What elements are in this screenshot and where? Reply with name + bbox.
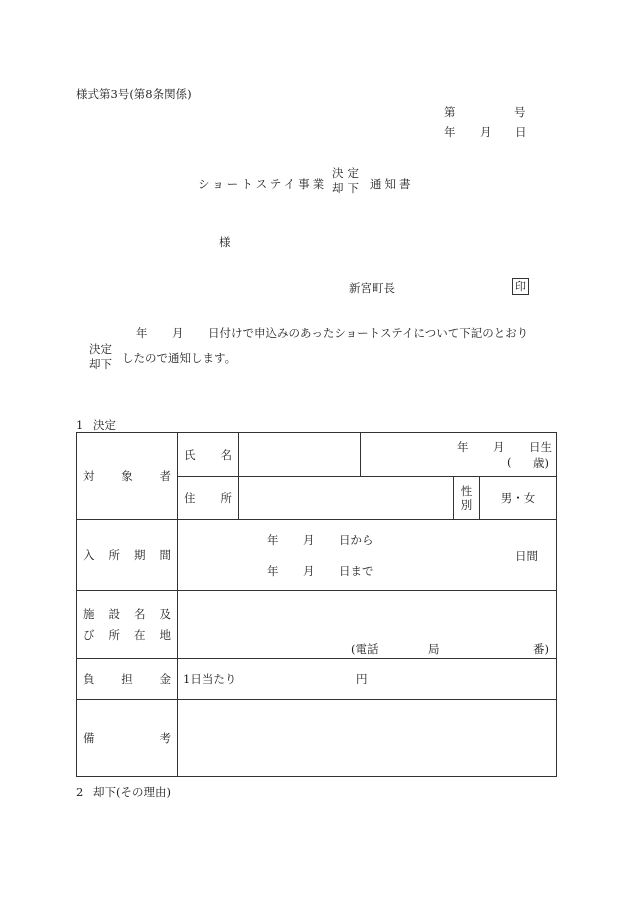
subject-label: 対 象 者 [83, 469, 171, 483]
body-option-rejection: 却下 [89, 357, 112, 371]
body-option-decision: 決定 [89, 342, 112, 356]
title-option-decision: 決定 [332, 166, 363, 180]
section1-heading: 1 決定 [76, 418, 116, 432]
period-from-month: 月 [303, 533, 315, 547]
body-year: 年 [136, 326, 148, 340]
body-text-line1: 日付けで申込みのあったショートステイについて下記のとおり [208, 326, 529, 340]
address-label: 住 所 [184, 491, 232, 505]
name-label-cell [178, 433, 239, 477]
period-from-year: 年 [267, 533, 279, 547]
age-open: ( [507, 455, 512, 469]
sex-label-cell [454, 477, 480, 520]
fee-unit: 円 [356, 672, 368, 686]
body-month: 月 [172, 326, 184, 340]
period-from-suffix: 日から [339, 533, 374, 547]
issuer-name: 新宮町長 [349, 281, 395, 295]
sex-label: 性 別 [460, 484, 473, 512]
decision-table [76, 432, 557, 777]
phone-open: (電話 [351, 642, 379, 656]
period-to-year: 年 [267, 564, 279, 578]
notes-label: 備 考 [83, 731, 171, 745]
subject-label-cell [77, 433, 178, 520]
title-suffix: 通知書 [370, 177, 414, 191]
address-value-cell[interactable] [239, 477, 454, 520]
notes-value-cell[interactable] [178, 700, 557, 777]
date-year: 年 [444, 125, 456, 139]
notes-label-cell [77, 700, 178, 777]
facility-value-cell[interactable] [178, 591, 557, 659]
birth-cell [361, 433, 557, 477]
fee-label-cell [77, 659, 178, 700]
address-label-cell [178, 477, 239, 520]
date-month: 月 [480, 125, 492, 139]
fee-per-day: 1日当たり [183, 672, 237, 686]
seal-stamp: 印 [512, 278, 529, 295]
age-unit: 歳) [533, 456, 549, 470]
period-days: 日間 [515, 549, 538, 563]
facility-label-cell [77, 591, 178, 659]
doc-number-prefix: 第 [444, 105, 456, 119]
birth-year: 年 [457, 440, 469, 454]
period-label-cell [77, 520, 178, 591]
form-number: 様式第3号(第8条関係) [76, 87, 192, 101]
phone-ban: 番) [533, 642, 549, 656]
title-option-rejection: 却下 [332, 181, 363, 195]
period-to-month: 月 [303, 564, 315, 578]
period-value-cell[interactable] [178, 520, 557, 591]
title-options [332, 166, 363, 196]
name-value-cell[interactable] [239, 433, 361, 477]
name-label: 氏 名 [184, 447, 232, 462]
facility-label: 施 設 名 及 び 所 在 地 [83, 607, 171, 642]
fee-label: 負 担 金 [83, 672, 171, 686]
doc-number-suffix: 号 [514, 105, 526, 119]
period-to-suffix: 日まで [339, 564, 374, 578]
sex-value: 男・女 [500, 491, 536, 505]
section2-heading: 2 却下(その理由) [76, 785, 171, 799]
body-text-line2: したので通知します。 [122, 351, 237, 365]
phone-kyoku: 局 [428, 642, 440, 656]
birth-month: 月 [493, 440, 505, 454]
period-label: 入 所 期 間 [83, 548, 171, 562]
addressee: 様 [219, 235, 231, 249]
sex-value-cell[interactable] [480, 477, 557, 520]
date-day: 日 [515, 125, 527, 139]
birth-day: 日生 [529, 440, 552, 454]
fee-value-cell[interactable] [178, 659, 557, 700]
title-prefix: ショートステイ事業 [198, 177, 328, 191]
body-options [89, 342, 112, 372]
